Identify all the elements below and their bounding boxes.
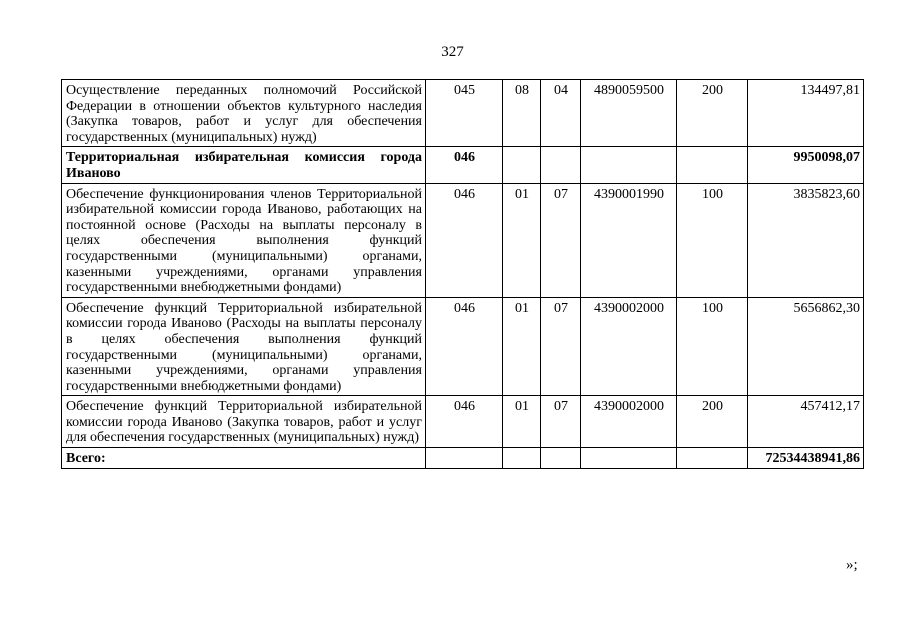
subsection-code [541,448,581,469]
budget-table [61,79,864,469]
target-article-code: 4890059500 [581,80,677,147]
section-code: 01 [503,183,541,297]
amount: 72534438941,86 [748,448,864,469]
row-description: Осуществление переданных полномочий Российской Федерации в отношении объектов культурного наследия (Закупка товаров, работ и услуг для обеспечения государственных (муниципальных) нужд) [62,80,426,147]
amount: 134497,81 [748,80,864,147]
row-description: Обеспечение функций Территориальной избирательной комиссии города Иваново (Расходы на выплаты персоналу в целях обеспечения выполнения функций государственными (муниципальными) органами, казенными учреждениями, органами управления государственными внебюджетными фондами) [62,297,426,396]
subsection-code: 07 [541,183,581,297]
target-article-code: 4390002000 [581,396,677,448]
section-code [503,147,541,183]
amount: 3835823,60 [748,183,864,297]
target-article-code: 4390002000 [581,297,677,396]
expense-type-code [677,448,748,469]
section-code: 01 [503,297,541,396]
expense-type-code: 100 [677,183,748,297]
ministry-code: 045 [426,80,503,147]
row-description: Территориальная избирательная комиссия города Иваново [62,147,426,183]
section-code: 08 [503,80,541,147]
target-article-code [581,448,677,469]
ministry-code: 046 [426,297,503,396]
amount: 9950098,07 [748,147,864,183]
ministry-code: 046 [426,183,503,297]
row-description: Обеспечение функционирования членов Территориальной избирательной комиссии города Иваново, работающих на постоянной основе (Расходы на выплаты персоналу в целях обеспечения выполнения функций государственными (муниципальными) органами, казенными учреждениями, органами управления государственными внебюджетными фондами) [62,183,426,297]
expense-type-code: 200 [677,396,748,448]
subsection-code: 07 [541,297,581,396]
section-code: 01 [503,396,541,448]
row-description: Обеспечение функций Территориальной избирательной комиссии города Иваново (Закупка товаров, работ и услуг для обеспечения государственных (муниципальных) нужд) [62,396,426,448]
table-row [62,396,864,448]
table-row [62,448,864,469]
table-row [62,183,864,297]
section-code [503,448,541,469]
target-article-code: 4390001990 [581,183,677,297]
table-row [62,297,864,396]
expense-type-code: 100 [677,297,748,396]
page-number: 327 [441,44,464,60]
ministry-code: 046 [426,396,503,448]
amount: 457412,17 [748,396,864,448]
closing-quote-mark: »; [846,557,858,573]
subsection-code: 04 [541,80,581,147]
table-row [62,80,864,147]
budget-table-body [62,80,864,469]
row-description: Всего: [62,448,426,469]
expense-type-code [677,147,748,183]
target-article-code [581,147,677,183]
table-row [62,147,864,183]
subsection-code: 07 [541,396,581,448]
ministry-code: 046 [426,147,503,183]
expense-type-code: 200 [677,80,748,147]
ministry-code [426,448,503,469]
subsection-code [541,147,581,183]
amount: 5656862,30 [748,297,864,396]
